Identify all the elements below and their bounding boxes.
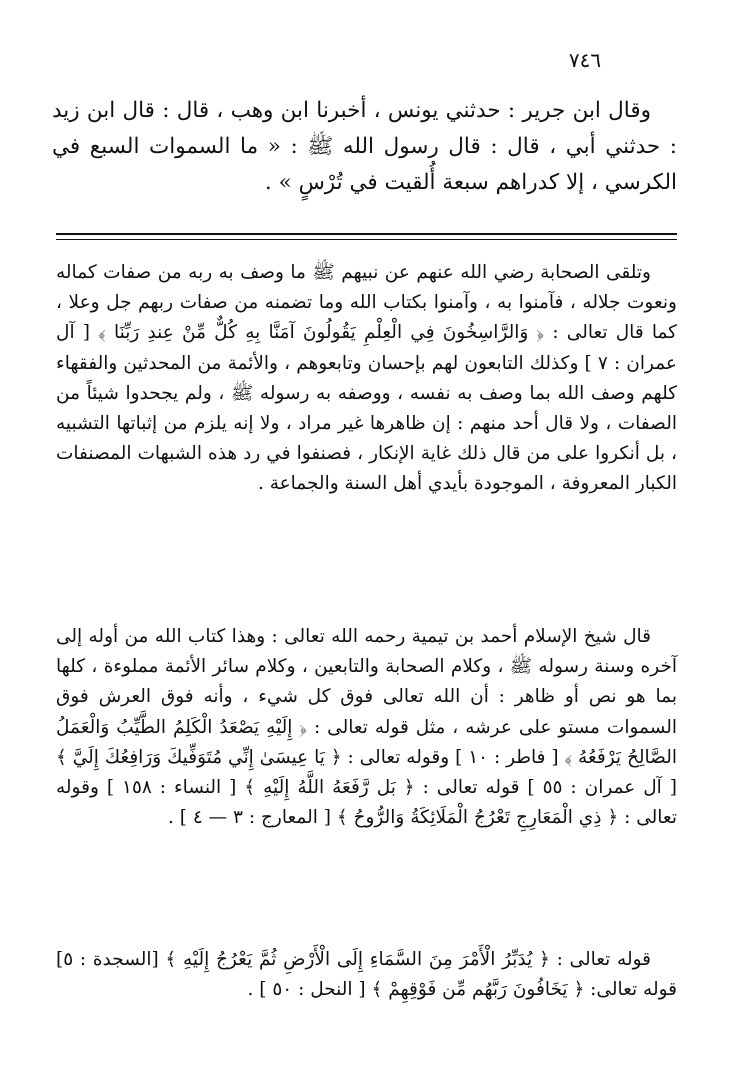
page-number: ٧٤٦	[568, 48, 602, 72]
section-divider-thin	[56, 239, 677, 240]
body-paragraph-2: قال شيخ الإسلام أحمد بن تيمية رحمه الله تعالى : وهذا كتاب الله من أوله إلى آخره وسنة رسوله ﷺ ، وكلام الصحابة والتابعين ، وكلام سائر الأئمة مملوءة ، كلها بما هو نص أو ظاهر : أن الله تعالى فوق كل شيء ، وأنه فوق العرش فوق السموات مستو على عرشه ، مثل قوله تعالى : ﴿ إِلَيْهِ يَصْعَدُ الْكَلِمُ الطَّيِّبُ وَالْعَمَلُ الصَّالِحُ يَرْفَعُهُ ﴾ [ فاطر : ١٠ ] وقوله تعالى : ﴿ يَا عِيسَىٰ إِنِّي مُتَوَفِّيكَ وَرَافِعُكَ إِلَيَّ ﴾ [ آل عمران : ٥٥ ] قوله تعالى : ﴿ بَل رَّفَعَهُ اللَّهُ إِلَيْهِ ﴾ [ النساء : ١٥٨ ] وقوله تعالى : ﴿ ذِي الْمَعَارِجِ تَعْرُجُ الْمَلَائِكَةُ وَالرُّوحُ ﴾ [ المعارج : ٣ — ٤ ] .	[56, 626, 677, 829]
body-paragraph-3: قوله تعالى : ﴿ يُدَبِّرُ الْأَمْرَ مِنَ السَّمَاءِ إِلَى الْأَرْضِ ثُمَّ يَعْرُجُ إِلَيْهِ ﴾ [السجدة : ٥] قوله تعالى: ﴿ يَخَافُونَ رَبَّهُم مِّن فَوْقِهِمْ ﴾ [ النحل : ٥٠ ] .	[56, 949, 677, 1001]
body-paragraph-1: وتلقى الصحابة رضي الله عنهم عن نبيهم ﷺ ما وصف به ربه من صفات كماله ونعوت جلاله ، فآمنوا به ، وآمنوا بكتاب الله وما تضمنه من صفات ربهم جل وعلا ، كما قال تعالى : ﴿ وَالرَّاسِخُونَ فِي الْعِلْمِ يَقُولُونَ آمَنَّا بِهِ كُلٌّ مِّنْ عِندِ رَبِّنَا ﴾ [ آل عمران : ٧ ] وكذلك التابعون لهم بإحسان وتابعوهم ، والأئمة من المحدثين والفقهاء كلهم وصف الله بما وصف به نفسه ، ووصفه به رسوله ﷺ ، ولم يجحدوا شيئاً من الصفات ، ولا قال أحد منهم : إن ظاهرها غير مراد ، ولا إنه يلزم من إثباتها التشبيه ، بل أنكروا على من قال ذلك غاية الإنكار ، فصنفوا في رد هذه الشبهات المصنفات الكبار المعروفة ، الموجودة بأيدي أهل السنة والجماعة .	[56, 262, 677, 495]
footnote-paragraph: وقال ابن جرير : حدثني يونس ، أخبرنا ابن وهب ، قال : قال ابن زيد : حدثني أبي ، قال : قال رسول الله ﷺ : « ما السموات السبع في الكرسي ، إلا كدراهم سبعة أُلقيت في تُرْسٍ » .	[52, 98, 677, 195]
section-divider-thick	[56, 233, 677, 235]
